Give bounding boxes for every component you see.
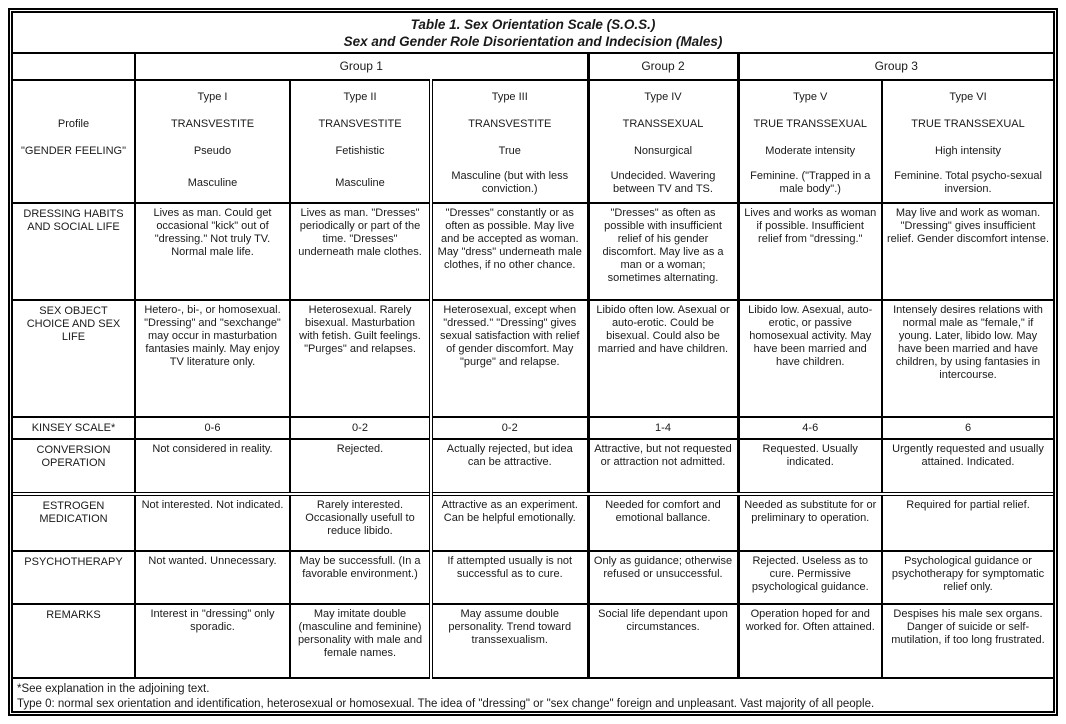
- row-label-conversion-operation: CONVERSION OPERATION: [13, 439, 135, 494]
- type-5-name: Type V: [793, 91, 828, 103]
- psychotherapy-cell-type-6: Psychological guidance or psychotherapy for symptomatic relief only.: [882, 551, 1053, 604]
- psychotherapy-cell-type-4: Only as guidance; otherwise refused or unsuccessful.: [588, 551, 738, 604]
- row-label-sex-object: SEX OBJECT CHOICE AND SEX LIFE: [13, 300, 135, 417]
- table-title-line2: Sex and Gender Role Disorientation and Indecision (Males): [343, 33, 723, 49]
- estrogen-cell-type-4: Needed for comfort and emotional ballance.: [588, 494, 738, 551]
- dressing-cell-type-1: Lives as man. Could get occasional "kick" out of "dressing." Not truly TV. Normal male life.: [135, 203, 290, 300]
- footnote-line1: *See explanation in the adjoining text.: [17, 683, 210, 695]
- profile-label-spacer: [17, 84, 130, 111]
- row-label-profile: [13, 80, 135, 203]
- sexobject-cell-type-6: Intensely desires relations with normal male as "female," if young. Later, libido low. May have been married and have children, by using fantasies in intercourse.: [882, 300, 1053, 417]
- row-label-kinsey-scale: KINSEY SCALE*: [13, 417, 135, 439]
- type-3-feeling: Masculine (but with less conviction.): [451, 170, 569, 195]
- sex-orientation-scale-table: [13, 13, 1053, 716]
- profile-label-line1: Profile: [57, 118, 90, 130]
- row-label-remarks: REMARKS: [13, 604, 135, 678]
- psychotherapy-cell-type-5: Rejected. Useless as to cure. Permissive psychological guidance.: [738, 551, 882, 604]
- profile-label-line2: "GENDER FEELING": [21, 145, 126, 157]
- type-1-name: Type I: [197, 91, 228, 103]
- type-2-header: [290, 80, 431, 203]
- type-6-feeling: Feminine. Total psycho-sexual inversion.: [894, 170, 1042, 195]
- footnote-line2: Type 0: normal sex orientation and identification, heterosexual or homosexual. The idea of "dressing" or "sex change" foreign and unpleasant. Vast majority of all people.: [17, 697, 875, 710]
- type-3-header: [431, 80, 588, 203]
- estrogen-cell-type-2: Rarely interested. Occasionally usefull to reduce libido.: [290, 494, 431, 551]
- type-1-feeling: Masculine: [187, 176, 238, 189]
- dressing-cell-type-4: "Dresses" as often as possible with insufficient relief of his gender discomfort. May live as a man or a woman; sometimes alternating.: [588, 203, 738, 300]
- group-3-header: Group 3: [738, 53, 1053, 80]
- row-label-dressing-habits: DRESSING HABITS AND SOCIAL LIFE: [13, 203, 135, 300]
- type-2-name: Type II: [343, 91, 377, 103]
- type-4-header: [588, 80, 738, 203]
- sexobject-cell-type-2: Heterosexual. Rarely bisexual. Masturbation with fetish. Guilt feelings. "Purges" and relapses.: [290, 300, 431, 417]
- kinsey-cell-type-5: 4-6: [738, 417, 882, 439]
- type-4-category: TRANSSEXUAL: [622, 118, 704, 130]
- kinsey-cell-type-3: 0-2: [431, 417, 588, 439]
- sexobject-cell-type-4: Libido often low. Asexual or auto-erotic. Could be bisexual. Could also be married and have children.: [588, 300, 738, 417]
- kinsey-cell-type-4: 1-4: [588, 417, 738, 439]
- dressing-cell-type-2: Lives as man. "Dresses" periodically or part of the time. "Dresses" underneath male clothes.: [290, 203, 431, 300]
- type-3-category: TRANSVESTITE: [468, 118, 552, 130]
- table-outer-frame: [8, 8, 1058, 716]
- type-6-subtype: High intensity: [934, 145, 1002, 157]
- type-5-feeling: Feminine. ("Trapped in a male body".): [750, 170, 871, 195]
- type-2-feeling: Masculine: [335, 176, 385, 189]
- type-6-category: TRUE TRANSSEXUAL: [911, 118, 1025, 130]
- kinsey-cell-type-6: 6: [882, 417, 1053, 439]
- row-label-psychotherapy: PSYCHOTHERAPY: [13, 551, 135, 604]
- type-3-name: Type III: [491, 91, 528, 103]
- conversion-cell-type-2: Rejected.: [290, 439, 431, 494]
- type-4-name: Type IV: [644, 91, 682, 103]
- remarks-cell-type-5: Operation hoped for and worked for. Often attained.: [738, 604, 882, 678]
- remarks-cell-type-6: Despises his male sex organs. Danger of suicide or self-mutilation, if too long frustrated.: [882, 604, 1053, 678]
- sexobject-cell-type-1: Hetero-, bi-, or homosexual. "Dressing" and "sexchange" may occur in masturbation fantasies mainly. May enjoy TV literature only.: [135, 300, 290, 417]
- type-3-subtype: True: [498, 145, 521, 157]
- remarks-cell-type-1: Interest in "dressing" only sporadic.: [135, 604, 290, 678]
- kinsey-cell-type-1: 0-6: [135, 417, 290, 439]
- group-header-empty-cell: [13, 53, 135, 80]
- group-1-header: Group 1: [135, 53, 588, 80]
- type-1-subtype: Pseudo: [193, 145, 232, 157]
- conversion-cell-type-3: Actually rejected, but idea can be attractive.: [431, 439, 588, 494]
- conversion-cell-type-6: Urgently requested and usually attained. Indicated.: [882, 439, 1053, 494]
- type-6-header: [882, 80, 1053, 203]
- psychotherapy-cell-type-3: If attempted usually is not successful as to cure.: [431, 551, 588, 604]
- table-title-line1: Table 1. Sex Orientation Scale (S.O.S.): [410, 16, 656, 32]
- type-1-category: TRANSVESTITE: [170, 118, 255, 130]
- type-5-category: TRUE TRANSSEXUAL: [753, 118, 867, 130]
- remarks-cell-type-4: Social life dependant upon circumstances.: [588, 604, 738, 678]
- type-1-header: [135, 80, 290, 203]
- type-4-subtype: Nonsurgical: [633, 145, 693, 157]
- sexobject-cell-type-3: Heterosexual, except when "dressed." "Dressing" gives sexual satisfaction with relief of gender discomfort. May "purge" and relapse.: [431, 300, 588, 417]
- type-2-category: TRANSVESTITE: [318, 118, 402, 130]
- conversion-cell-type-5: Requested. Usually indicated.: [738, 439, 882, 494]
- estrogen-cell-type-3: Attractive as an experiment. Can be helpful emotionally.: [431, 494, 588, 551]
- type-5-header: [738, 80, 882, 203]
- row-label-estrogen-medication: ESTROGEN MEDICATION: [13, 494, 135, 551]
- psychotherapy-cell-type-2: May be successfull. (In a favorable environment.): [290, 551, 431, 604]
- conversion-cell-type-1: Not considered in reality.: [135, 439, 290, 494]
- dressing-cell-type-6: May live and work as woman. "Dressing" gives insufficient relief. Gender discomfort intense.: [882, 203, 1053, 300]
- table-title: [13, 13, 1053, 53]
- estrogen-cell-type-5: Needed as substitute for or preliminary to operation.: [738, 494, 882, 551]
- group-2-header: Group 2: [588, 53, 738, 80]
- type-6-name: Type VI: [949, 91, 987, 103]
- footnote-block: [13, 678, 1053, 716]
- remarks-cell-type-3: May assume double personality. Trend toward transsexualism.: [431, 604, 588, 678]
- type-5-subtype: Moderate intensity: [765, 145, 856, 157]
- kinsey-cell-type-2: 0-2: [290, 417, 431, 439]
- dressing-cell-type-5: Lives and works as woman if possible. Insufficient relief from "dressing.": [738, 203, 882, 300]
- type-2-subtype: Fetishistic: [335, 145, 385, 157]
- remarks-cell-type-2: May imitate double (masculine and feminine) personality with male and female names.: [290, 604, 431, 678]
- type-4-feeling: Undecided. Wavering between TV and TS.: [610, 170, 716, 195]
- estrogen-cell-type-6: Required for partial relief.: [882, 494, 1053, 551]
- estrogen-cell-type-1: Not interested. Not indicated.: [135, 494, 290, 551]
- conversion-cell-type-4: Attractive, but not requested or attraction not admitted.: [588, 439, 738, 494]
- psychotherapy-cell-type-1: Not wanted. Unnecessary.: [135, 551, 290, 604]
- sexobject-cell-type-5: Libido low. Asexual, auto-erotic, or passive homosexual activity. May have been married and have children.: [738, 300, 882, 417]
- dressing-cell-type-3: "Dresses" constantly or as often as possible. May live and be accepted as woman. May "dress" underneath male clothes, if no other chance.: [431, 203, 588, 300]
